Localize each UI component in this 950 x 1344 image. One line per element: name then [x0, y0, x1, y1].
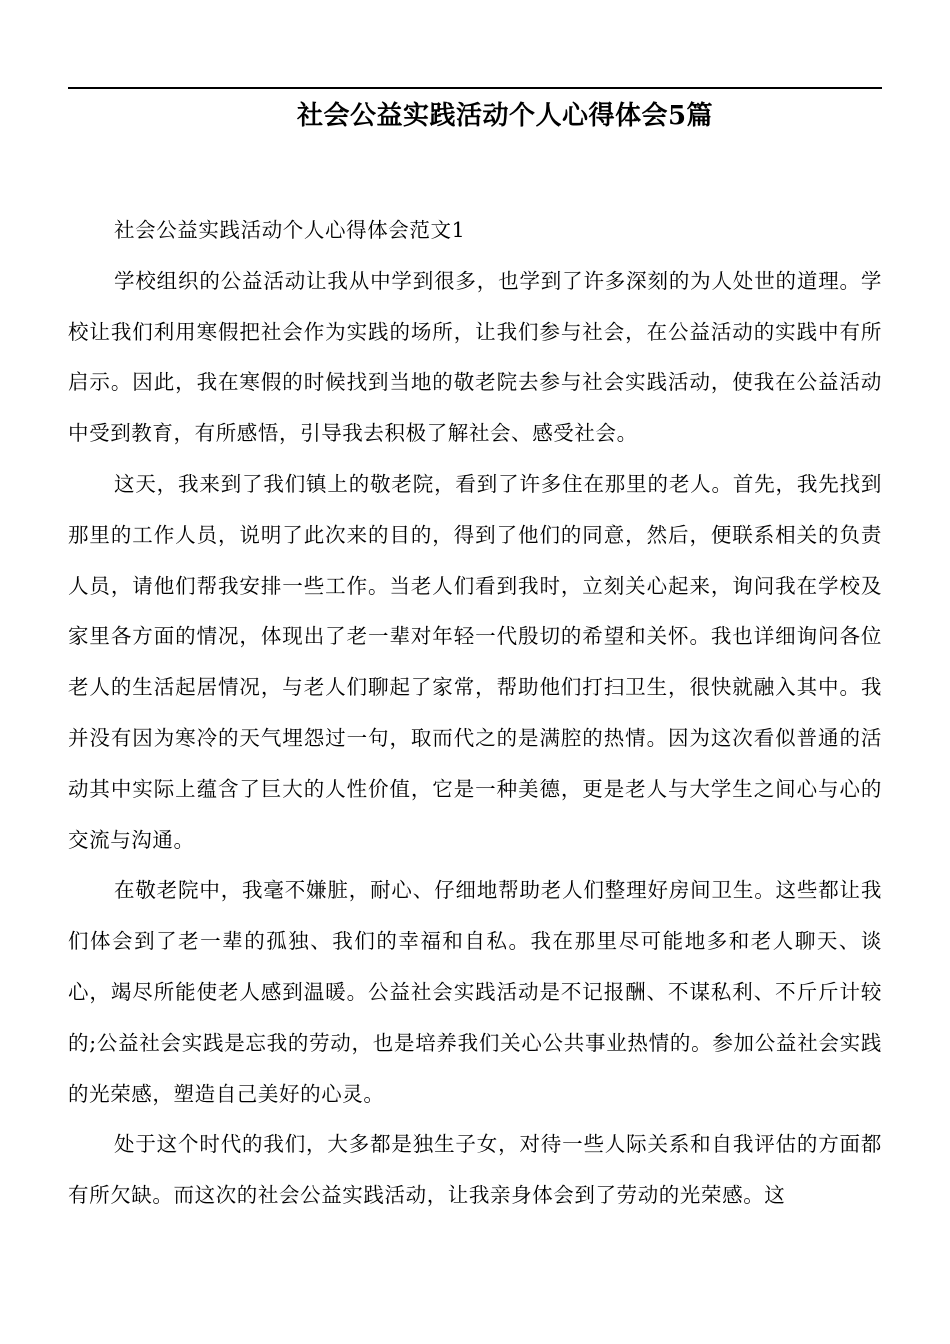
- header-rule: [68, 87, 882, 89]
- document-title: 社会公益实践活动个人心得体会5篇: [296, 101, 714, 131]
- paragraph-3: 在敬老院中，我毫不嫌脏，耐心、仔细地帮助老人们整理好房间卫生。这些都让我们体会到了老一辈的孤独、我们的幸福和自私。我在那里尽可能地多和老人聊天、谈心，竭尽所能使老人感到温暖。公益社会实践活动是不记报酬、不谋私利、不斤斤计较的;公益社会实践是忘我的劳动，也是培养我们关心公共事业热情的。参加公益社会实践的光荣感，塑造自己美好的心灵。: [68, 878, 882, 1106]
- paragraph-4: 处于这个时代的我们，大多都是独生子女，对待一些人际关系和自我评估的方面都有所欠缺。而这次的社会公益实践活动，让我亲身体会到了劳动的光荣感。这: [68, 1132, 882, 1208]
- paragraph-2: 这天，我来到了我们镇上的敬老院，看到了许多住在那里的老人。首先，我先找到那里的工作人员，说明了此次来的目的，得到了他们的同意，然后，便联系相关的负责人员，请他们帮我安排一些工作。当老人们看到我时，立刻关心起来，询问我在学校及家里各方面的情况，体现出了老一辈对年轻一代殷切的希望和关怀。我也详细询问各位老人的生活起居情况，与老人们聊起了家常，帮助他们打扫卫生，很快就融入其中。我并没有因为寒冷的天气埋怨过一句，取而代之的是满腔的热情。因为这次看似普通的活动其中实际上蕴含了巨大的人性价值，它是一种美德，更是老人与大学生之间心与心的交流与沟通。: [68, 471, 882, 852]
- document-body: [68, 205, 882, 1221]
- section-heading: 社会公益实践活动个人心得体会范文1: [114, 218, 466, 242]
- paragraph-1: 学校组织的公益活动让我从中学到很多，也学到了许多深刻的为人处世的道理。学校让我们利用寒假把社会作为实践的场所，让我们参与社会，在公益活动的实践中有所启示。因此，我在寒假的时候找到当地的敬老院去参与社会实践活动，使我在公益活动中受到教育，有所感悟，引导我去积极了解社会、感受社会。: [68, 268, 882, 446]
